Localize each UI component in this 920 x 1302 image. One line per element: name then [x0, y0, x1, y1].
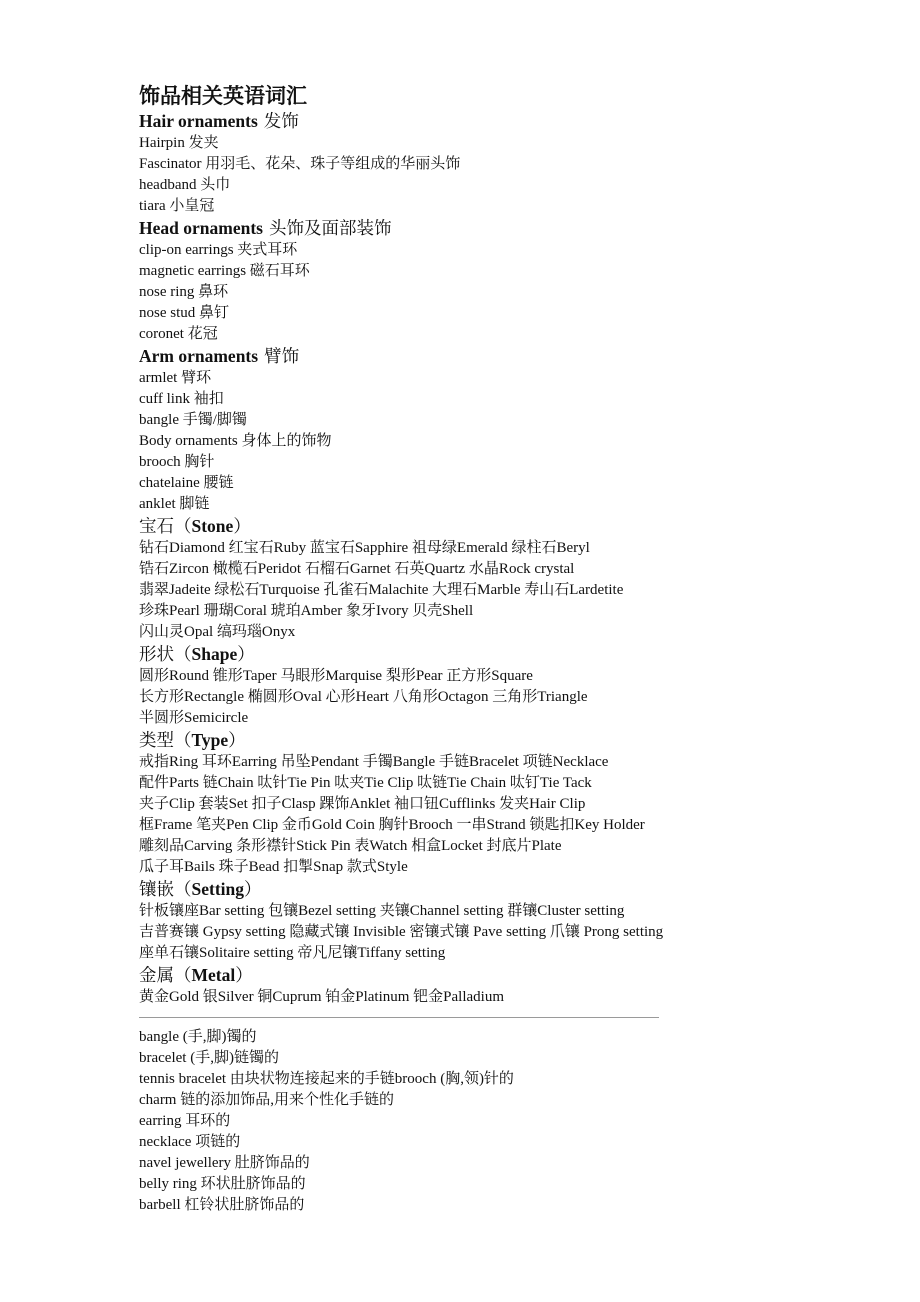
glossary-section: [139, 217, 879, 345]
glossary-section: [139, 110, 879, 217]
section-heading-english: Shape: [191, 644, 238, 664]
glossary-section: [139, 729, 879, 878]
section-heading: [139, 217, 879, 240]
glossary-entry: 半圆形Semicircle: [139, 710, 249, 726]
appendix-entry: navel jewellery 肚脐饰品的: [139, 1155, 310, 1171]
glossary-entry: clip-on earrings 夹式耳环: [139, 242, 298, 258]
appendix-entry: bracelet (手,脚)链镯的: [139, 1050, 279, 1066]
glossary-entry: 框Frame 笔夹Pen Clip 金币Gold Coin 胸针Brooch 一串Strand 锁匙扣Key Holder: [139, 817, 645, 833]
glossary-entry: 吉普赛镶 Gypsy setting 隐藏式镶 Invisible 密镶式镶 Pave setting 爪镶 Prong setting: [139, 924, 664, 940]
glossary-entry: 雕刻品Carving 条形襟针Stick Pin 表Watch 相盒Locket 封底片Plate: [139, 838, 562, 854]
section-heading-prefix: 宝石（: [139, 516, 192, 536]
glossary-sections: [139, 110, 879, 1008]
section-heading-suffix: ）: [235, 965, 253, 985]
section-divider: [139, 1017, 659, 1018]
section-heading-english: Metal: [191, 965, 236, 985]
glossary-section: [139, 345, 879, 515]
glossary-entry: cuff link 袖扣: [139, 391, 224, 407]
glossary-entry: 瓜子耳Bails 珠子Bead 扣掣Snap 款式Style: [139, 859, 408, 875]
section-heading: [139, 345, 879, 368]
glossary-entry: 锆石Zircon 橄榄石Peridot 石榴石Garnet 石英Quartz 水晶Rock crystal: [139, 561, 575, 577]
glossary-entry: armlet 臂环: [139, 370, 212, 386]
glossary-entry: 戒指Ring 耳环Earring 吊坠Pendant 手镯Bangle 手链Bracelet 项链Necklace: [139, 754, 609, 770]
section-heading-english: Head ornaments: [139, 218, 263, 238]
glossary-entry: 夹子Clip 套装Set 扣子Clasp 踝饰Anklet 袖口钮Cufflinks 发夹Hair Clip: [139, 796, 586, 812]
glossary-entry: nose stud 鼻钉: [139, 305, 230, 321]
glossary-entry: 长方形Rectangle 椭圆形Oval 心形Heart 八角形Octagon 三角形Triangle: [139, 689, 588, 705]
section-heading: [139, 964, 879, 987]
glossary-entry: 配件Parts 链Chain 呔针Tie Pin 呔夹Tie Clip 呔链Tie Chain 呔钉Tie Tack: [139, 775, 592, 791]
appendix-entry: earring 耳环的: [139, 1113, 231, 1129]
glossary-entry: bangle 手镯/脚镯: [139, 412, 247, 428]
glossary-section: [139, 964, 879, 1008]
section-heading-prefix: 类型（: [139, 730, 192, 750]
appendix-entry: tennis bracelet 由块状物连接起来的手链brooch (胸,领)针的: [139, 1071, 514, 1087]
glossary-entry: Fascinator 用羽毛、花朵、珠子等组成的华丽头饰: [139, 156, 461, 172]
section-heading-suffix: 臂饰: [264, 346, 300, 366]
section-heading-english: Stone: [191, 516, 234, 536]
glossary-section: [139, 643, 879, 729]
section-heading-suffix: 头饰及面部装饰: [268, 218, 392, 238]
glossary-entry: headband 头巾: [139, 177, 231, 193]
document-page: [139, 82, 879, 1216]
glossary-entry: coronet 花冠: [139, 326, 218, 342]
glossary-entry: 翡翠Jadeite 绿松石Turquoise 孔雀石Malachite 大理石Marble 寿山石Lardetite: [139, 582, 624, 598]
glossary-entry: 座单石镶Solitaire setting 帝凡尼镶Tiffany setting: [139, 945, 446, 961]
glossary-entry: tiara 小皇冠: [139, 198, 215, 214]
section-heading: [139, 878, 879, 901]
section-heading-suffix: ）: [244, 879, 262, 899]
appendix-entry: necklace 项链的: [139, 1134, 241, 1150]
glossary-entry: 圆形Round 锥形Taper 马眼形Marquise 梨形Pear 正方形Square: [139, 668, 533, 684]
glossary-entry: 闪山灵Opal 缟玛瑙Onyx: [139, 624, 296, 640]
section-heading-english: Arm ornaments: [139, 346, 259, 366]
section-heading: [139, 643, 879, 666]
section-heading: [139, 515, 879, 538]
glossary-entry: 珍珠Pearl 珊瑚Coral 琥珀Amber 象牙Ivory 贝壳Shell: [139, 603, 474, 619]
appendix-list: [139, 1027, 879, 1216]
appendix-entry: belly ring 环状肚脐饰品的: [139, 1176, 306, 1192]
document-title: 饰品相关英语词汇: [139, 84, 307, 108]
section-heading-english: Hair ornaments: [139, 111, 258, 131]
section-heading-suffix: ）: [233, 516, 251, 536]
section-heading-prefix: 形状（: [139, 644, 192, 664]
appendix-entry: barbell 杠铃状肚脐饰品的: [139, 1197, 305, 1213]
glossary-entry: 钻石Diamond 红宝石Ruby 蓝宝石Sapphire 祖母绿Emerald 绿柱石Beryl: [139, 540, 590, 556]
glossary-entry: anklet 脚链: [139, 496, 210, 512]
glossary-entry: Body ornaments 身体上的饰物: [139, 433, 332, 449]
glossary-entry: chatelaine 腰链: [139, 475, 234, 491]
section-heading: [139, 729, 879, 752]
section-heading-suffix: 发饰: [263, 111, 299, 131]
glossary-entry: 针板镶座Bar setting 包镶Bezel setting 夹镶Channel setting 群镶Cluster setting: [139, 903, 625, 919]
section-heading-prefix: 镶嵌（: [139, 879, 192, 899]
glossary-entry: Hairpin 发夹: [139, 135, 219, 151]
glossary-section: [139, 878, 879, 964]
section-heading-suffix: ）: [228, 730, 246, 750]
glossary-entry: 黄金Gold 银Silver 铜Cuprum 铂金Platinum 钯金Palladium: [139, 989, 504, 1005]
glossary-entry: nose ring 鼻环: [139, 284, 229, 300]
section-heading-suffix: ）: [237, 644, 255, 664]
section-heading: [139, 110, 879, 133]
glossary-entry: brooch 胸针: [139, 454, 215, 470]
section-heading-english: Type: [191, 730, 229, 750]
appendix-entry: charm 链的添加饰品,用来个性化手链的: [139, 1092, 394, 1108]
glossary-entry: magnetic earrings 磁石耳环: [139, 263, 310, 279]
section-heading-prefix: 金属（: [139, 965, 192, 985]
appendix-entry: bangle (手,脚)镯的: [139, 1029, 257, 1045]
glossary-section: [139, 515, 879, 643]
section-heading-english: Setting: [191, 879, 244, 899]
